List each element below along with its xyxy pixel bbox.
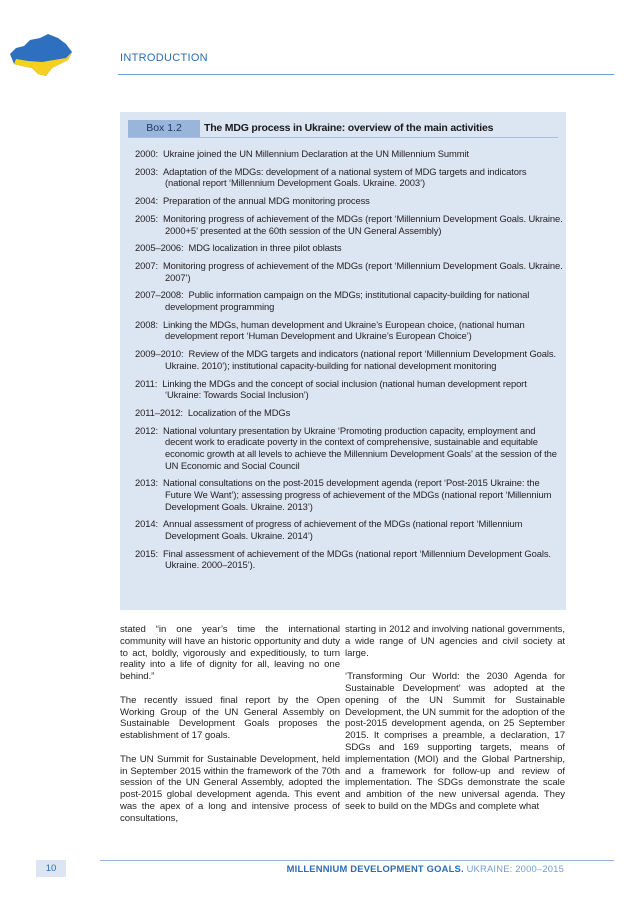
timeline-entry: 2000: Ukraine joined the UN Millennium Declaration at the UN Millennium Summit <box>135 148 469 159</box>
footer-divider <box>100 860 614 861</box>
paragraph: starting in 2012 and involving national governments, a wide range of UN agencies and civil society at large. <box>345 624 565 659</box>
timeline-entry: 2004: Preparation of the annual MDG monitoring process <box>135 195 370 207</box>
timeline-entry: 2007: Monitoring progress of achievement of the MDGs (report ‘Millennium Development Goals. Ukraine. 2007’) <box>135 260 563 283</box>
timeline-entry: 2011–2012: Localization of the MDGs <box>135 406 291 418</box>
footer-title-bold: MILLENNIUM DEVELOPMENT GOALS. <box>286 863 464 874</box>
body-column-left <box>120 624 340 836</box>
paragraph: The recently issued final report by the Open Working Group of the UN General Assembly on Sustainable Development Goals proposes the establishment of 17 goals. <box>120 694 340 742</box>
timeline-entry: 2014: Annual assessment of progress of achievement of the MDGs (national report ‘Millennium Development Goals. Ukraine. 2014’) <box>135 518 523 541</box>
timeline-entry: 2011: Linking the MDGs and the concept of social inclusion (national human development report ‘Ukraine: Towards Social Inclusion’) <box>135 377 527 401</box>
timeline-entry: 2013: National consultations on the post-2015 development agenda (report ‘Post-2015 Ukraine: the Future We Want’); assessing progress of achievement of the MDGs (national report ‘Millennium Development Goals. Ukraine. 2013’) <box>135 477 552 512</box>
running-footer <box>287 863 564 874</box>
paragraph: The UN Summit for Sustainable Development, held in September 2015 within the framework of the 70th session of the UN General Assembly, adopted the post-2015 global development agenda. This event was the apex of a long and intensive process of consultations, <box>120 753 340 824</box>
timeline-entry: 2005–2006: MDG localization in three pilot oblasts <box>135 242 342 254</box>
mdg-process-box <box>120 112 566 610</box>
timeline-entry: 2009–2010: Review of the MDG targets and indicators (national report ‘Millennium Development Goals. Ukraine. 2010’); institutional capacity-building for national development monitoring <box>135 348 556 371</box>
timeline-entry: 2008: Linking the MDGs, human development and Ukraine’s European choice, (national human development report ‘Human Development and Ukraine’s European Choice’) <box>135 318 525 342</box>
box-title: The MDG process in Ukraine: overview of the main activities <box>204 122 494 134</box>
ukraine-map-icon <box>6 24 76 84</box>
timeline-entry: 2005: Monitoring progress of achievement of the MDGs (report ‘Millennium Development Goals. Ukraine. 2000+5’ presented at the 60th session of the UN General Assembly) <box>135 212 563 236</box>
timeline-entry: 2012: National voluntary presentation by Ukraine ‘Promoting production capacity, employment and decent work to eradicate poverty in the context of comprehensive, sustainable and equitable economic growth at all levels to achieve the Millennium Development Goals’ at the session of the UN Economic and Social Council <box>135 424 557 471</box>
footer-title-light: UKRAINE: 2000–2015 <box>463 863 564 874</box>
box-tag: Box 1.2 <box>128 120 200 137</box>
page-number: 10 <box>36 860 66 877</box>
timeline-entry: 2003: Adaptation of the MDGs: development of a national system of MDG targets and indicators (national report ‘Millennium Development Goals. Ukraine. 2003’) <box>135 165 527 189</box>
paragraph: stated “in one year’s time the international community will have an historic opportunity and duty to act, boldly, vigorously and expeditiously, to turn reality into a life of dignity for all, leaving no one behind.” <box>120 624 340 683</box>
timeline-entry: 2007–2008: Public information campaign on the MDGs; institutional capacity-building for national development programming <box>135 289 530 313</box>
timeline-entry: 2015: Final assessment of achievement of the MDGs (national report ‘Millennium Development Goals. Ukraine. 2000–2015’). <box>135 547 551 571</box>
timeline-list <box>135 148 563 577</box>
section-divider <box>118 74 614 75</box>
paragraph: ‘Transforming Our World: the 2030 Agenda for Sustainable Development’ was adopted at the opening of the UN Summit for Sustainable Development, the UN summit for the adoption of the post-2015 development agenda, on 25 September 2015. It comprises a preamble, a declaration, 17 SDGs and 169 supporting targets, means of implementation (MOI) and the Global Partnership, and a framework for follow-up and review of implementation. The SDGs demonstrate the scale and ambition of the new universal agenda. They seek to build on the MDGs and complete what <box>345 671 565 812</box>
section-label: INTRODUCTION <box>120 52 208 64</box>
box-header <box>128 120 558 138</box>
body-column-right <box>345 624 565 825</box>
